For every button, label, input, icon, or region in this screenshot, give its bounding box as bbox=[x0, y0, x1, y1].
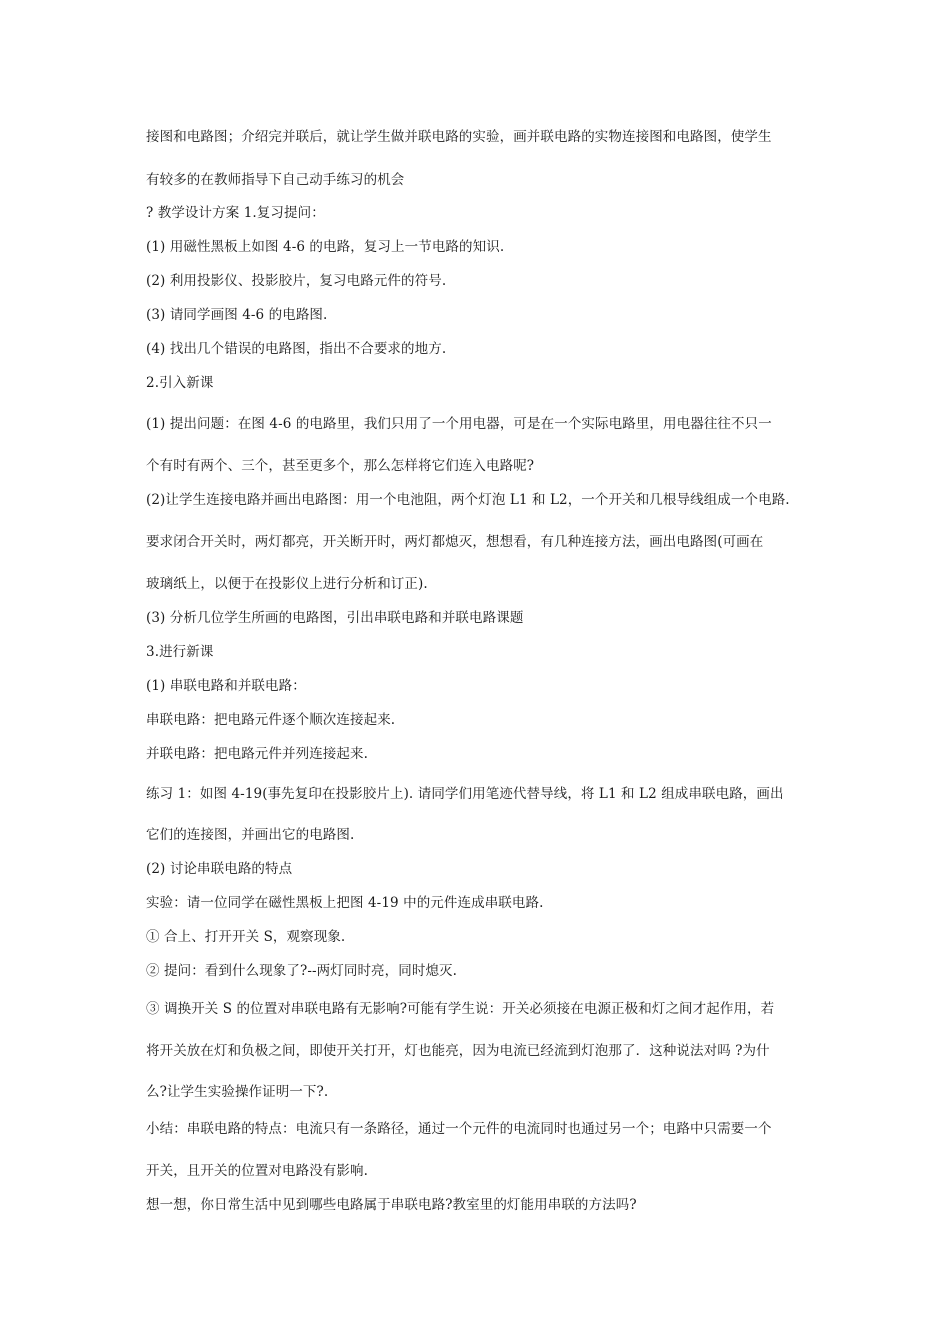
paragraph-line: 玻璃纸上，以便于在投影仪上进行分析和订正). bbox=[146, 576, 428, 592]
paragraph-line: (1) 提出问题：在图 4-6 的电路里，我们只用了一个用电器，可是在一个实际电路里，用电器往往不只一 bbox=[146, 416, 772, 432]
paragraph-line: 它们的连接图，并画出它的电路图. bbox=[146, 827, 355, 843]
paragraph-line: (3) 分析几位学生所画的电路图，引出串联电路和并联电路课题 bbox=[146, 610, 524, 626]
paragraph-line: 练习 1：如图 4-19(事先复印在投影胶片上). 请同学们用笔迹代替导线，将 L1 和 L2 组成串联电路，画出 bbox=[146, 786, 784, 802]
paragraph-line: (1) 用磁性黑板上如图 4-6 的电路，复习上一节电路的知识. bbox=[146, 239, 505, 255]
paragraph-line: 想一想，你日常生活中见到哪些电路属于串联电路?教室里的灯能用串联的方法吗? bbox=[146, 1197, 637, 1213]
paragraph-line: (3) 请同学画图 4-6 的电路图. bbox=[146, 307, 328, 323]
paragraph-line: 将开关放在灯和负极之间，即使开关打开，灯也能亮，因为电流已经流到灯泡那了．这种说法对吗 ?为什 bbox=[146, 1043, 770, 1059]
paragraph-line: (1) 串联电路和并联电路： bbox=[146, 678, 306, 694]
paragraph-line: 并联电路：把电路元件并列连接起来. bbox=[146, 746, 368, 762]
paragraph-line: ? 教学设计方案 1.复习提问： bbox=[146, 205, 325, 221]
paragraph-line: (4) 找出几个错误的电路图，指出不合要求的地方. bbox=[146, 341, 447, 357]
paragraph-line: 小结：串联电路的特点：电流只有一条路径，通过一个元件的电流同时也通过另一个；电路中只需要一个 bbox=[146, 1121, 772, 1137]
paragraph-line: (2) 讨论串联电路的特点 bbox=[146, 861, 293, 877]
paragraph-line: (2) 利用投影仪、投影胶片，复习电路元件的符号. bbox=[146, 273, 447, 289]
paragraph-line: 实验：请一位同学在磁性黑板上把图 4-19 中的元件连成串联电路. bbox=[146, 895, 544, 911]
section-heading: 2.引入新课 bbox=[146, 375, 214, 391]
paragraph-line: 个有时有两个、三个，甚至更多个，那么怎样将它们连入电路呢? bbox=[146, 458, 535, 474]
paragraph-line: 开关，且开关的位置对电路没有影响. bbox=[146, 1163, 368, 1179]
paragraph-line: ② 提问：看到什么现象了?--两灯同时亮，同时熄灭. bbox=[146, 963, 458, 979]
paragraph-line: 串联电路：把电路元件逐个顺次连接起来. bbox=[146, 712, 396, 728]
paragraph-line: 要求闭合开关时，两灯都亮，开关断开时，两灯都熄灭，想想看，有几种连接方法，画出电路图(可画在 bbox=[146, 534, 764, 550]
paragraph-line: 接图和电路图；介绍完并联后，就让学生做并联电路的实验，画并联电路的实物连接图和电路图，使学生 bbox=[146, 129, 772, 145]
paragraph-line: (2)让学生连接电路并画出电路图：用一个电池阻，两个灯泡 L1 和 L2，一个开关和几根导线组成一个电路. bbox=[146, 492, 790, 508]
paragraph-line: ③ 调换开关 S 的位置对串联电路有无影响?可能有学生说：开关必须接在电源正极和灯之间才起作用，若 bbox=[146, 1001, 775, 1017]
paragraph-line: ① 合上、打开开关 S，观察现象. bbox=[146, 929, 346, 945]
paragraph-line: 有较多的在教师指导下自己动手练习的机会 bbox=[146, 172, 405, 188]
section-heading: 3.进行新课 bbox=[146, 644, 214, 660]
paragraph-line: 么?让学生实验操作证明一下?. bbox=[146, 1084, 329, 1100]
